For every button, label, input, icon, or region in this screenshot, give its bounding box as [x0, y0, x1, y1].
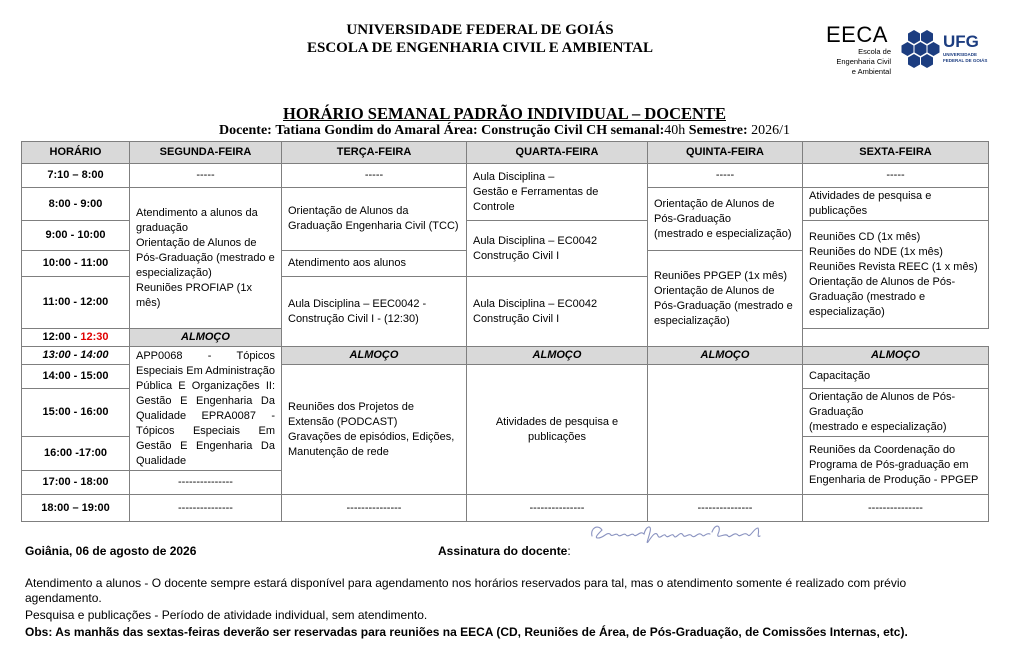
time-cell: 7:10 – 8:00 [22, 164, 130, 188]
wed-cell: Aula Disciplina – EC0042 Construção Civil I [467, 221, 648, 277]
thu-cell: Orientação de Alunos de Pós-Graduação (mestrado e especialização) [648, 188, 803, 251]
wed-cell: Aula Disciplina – EC0042 Construção Civil I [467, 277, 648, 347]
semestre-value: 2026/1 [751, 123, 790, 138]
wed-cell: Aula Disciplina – Gestão e Ferramentas de Controle [467, 164, 648, 221]
time-cell: 13:00 - 14:00 [22, 347, 130, 365]
tue-cell: Atendimento aos alunos [282, 251, 467, 277]
note-atendimento: Atendimento a alunos - O docente sempre estará disponível para agendamento nos horários reservados para tal, mas o atendimento somente é realizado com prévio agendamento. [25, 576, 907, 605]
fri-cell: Capacitação [803, 365, 989, 389]
time-start: 12:00 - [42, 331, 81, 343]
tue-cell: ----- [282, 164, 467, 188]
time-cell: 18:00 – 19:00 [22, 495, 130, 522]
ch-label: CH semanal: [586, 123, 665, 138]
tue-recordings: Gravações de episódios, Edições, Manutenção de rede [288, 430, 455, 458]
tue-cell: Orientação de Alunos da Graduação Engenharia Civil (TCC) [282, 188, 467, 251]
signature-label-colon: : [567, 544, 571, 558]
semestre-label: Semestre: [688, 123, 748, 138]
ch-value: 40h [664, 123, 686, 138]
wed-almoco-cell: ALMOÇO [467, 347, 648, 365]
thu-almoco-cell: ALMOÇO [648, 347, 803, 365]
document-info [0, 123, 1009, 139]
mon-cell: APP0068 - Tópicos Especiais Em Administração Pública E Organizações II: Gestão E Engenharia Da Qualidade EPRA0087 - Tópicos Especiais Em Gestão E Engenharia Da Qualidade [130, 347, 282, 471]
eeca-logo-text: EECA [826, 22, 888, 47]
signature-label-text: Assinatura do docente [438, 544, 568, 558]
thu-cell: --------------- [648, 495, 803, 522]
time-cell: 11:00 - 12:00 [22, 277, 130, 329]
fri-cell: Atividades de pesquisa e publicações [803, 188, 989, 221]
schedule-table [21, 141, 989, 522]
thu-cell: Reuniões PPGEP (1x mês) Orientação de Alunos de Pós-Graduação (mestrado e especialização) [648, 251, 803, 347]
tue-almoco-cell: ALMOÇO [282, 347, 467, 365]
header-quinta: QUINTA-FEIRA [648, 142, 803, 164]
fri-cell: ----- [803, 164, 989, 188]
table-header-row [22, 142, 989, 164]
fri-cell: Orientação de Alunos de Pós-Graduação (mestrado e especialização) [803, 389, 989, 437]
eeca-logo-subtitle: Escola de Engenharia Civil e Ambiental [836, 47, 891, 76]
eeca-ufg-logo [826, 22, 996, 82]
table-row [22, 164, 989, 188]
header-quarta: QUARTA-FEIRA [467, 142, 648, 164]
signature-label [438, 544, 571, 558]
header-sexta: SEXTA-FEIRA [803, 142, 989, 164]
time-cell [22, 329, 130, 347]
table-row [22, 495, 989, 522]
fri-cell: Reuniões da Coordenação do Programa de Pós-graduação em Engenharia de Produção - PPGEP [803, 437, 989, 495]
handwritten-signature [588, 518, 768, 550]
tue-cell [282, 365, 467, 495]
note-obs: Obs: As manhãs das sextas-feiras deverão ser reservadas para reuniões na EECA (CD, Reuniões de Área, de Pós-Graduação, de Comissões Internas, etc). [25, 625, 908, 639]
thu-cell [648, 365, 803, 495]
fri-cell: Reuniões CD (1x mês) Reuniões do NDE (1x mês) Reuniões Revista REEC (1 x mês) Orientação de Alunos de Pós-Graduação (mestrado e especialização) [803, 221, 989, 329]
header-segunda: SEGUNDA-FEIRA [130, 142, 282, 164]
table-row [22, 347, 989, 365]
date-location: Goiânia, 06 de agosto de 2026 [25, 544, 197, 558]
area-value: Construção Civil [481, 123, 583, 138]
tue-cell: Aula Disciplina – EEC0042 - Construção Civil I - (12:30) [282, 277, 467, 347]
ufg-logo-subtitle: UNIVERSIDADE FEDERAL DE GOIÁS [943, 52, 988, 63]
time-cell: 14:00 - 15:00 [22, 365, 130, 389]
note-pesquisa: Pesquisa e publicações - Período de atividade individual, sem atendimento. [25, 608, 428, 622]
time-cell: 8:00 - 9:00 [22, 188, 130, 221]
ufg-hexagon-icon [900, 28, 944, 78]
thu-cell: ----- [648, 164, 803, 188]
time-cell: 16:00 -17:00 [22, 437, 130, 471]
area-label: Área: [443, 123, 478, 138]
wed-cell: --------------- [467, 495, 648, 522]
time-cell: 17:00 - 18:00 [22, 471, 130, 495]
school-name: ESCOLA DE ENGENHARIA CIVIL E AMBIENTAL [306, 40, 654, 56]
ufg-logo-text: UFG [943, 32, 979, 51]
mon-cell: --------------- [130, 495, 282, 522]
university-name: UNIVERSIDADE FEDERAL DE GOIÁS [346, 22, 614, 38]
document-title: HORÁRIO SEMANAL PADRÃO INDIVIDUAL – DOCENTE [283, 104, 726, 123]
mon-cell: ----- [130, 164, 282, 188]
header-horario: HORÁRIO [22, 142, 130, 164]
time-cell: 15:00 - 16:00 [22, 389, 130, 437]
mon-cell: --------------- [130, 471, 282, 495]
tue-extension-projects: Reuniões dos Projetos de Extensão (PODCAST) [288, 400, 414, 428]
header-terca: TERÇA-FEIRA [282, 142, 467, 164]
wed-cell: Atividades de pesquisa e publicações [467, 365, 648, 495]
tue-cell: --------------- [282, 495, 467, 522]
docente-name: Tatiana Gondim do Amaral [275, 123, 441, 138]
fri-cell: --------------- [803, 495, 989, 522]
time-cell: 9:00 - 10:00 [22, 221, 130, 251]
mon-cell: Atendimento a alunos da graduação Orientação de Alunos de Pós-Graduação (mestrado e especialização) Reuniões PROFIAP (1x mês) [130, 188, 282, 329]
mon-almoco-cell: ALMOÇO [130, 329, 282, 347]
fri-almoco-cell: ALMOÇO [803, 347, 989, 365]
docente-label: Docente: [218, 123, 272, 138]
time-cell: 10:00 - 11:00 [22, 251, 130, 277]
time-end-highlight: 12:30 [80, 331, 109, 343]
